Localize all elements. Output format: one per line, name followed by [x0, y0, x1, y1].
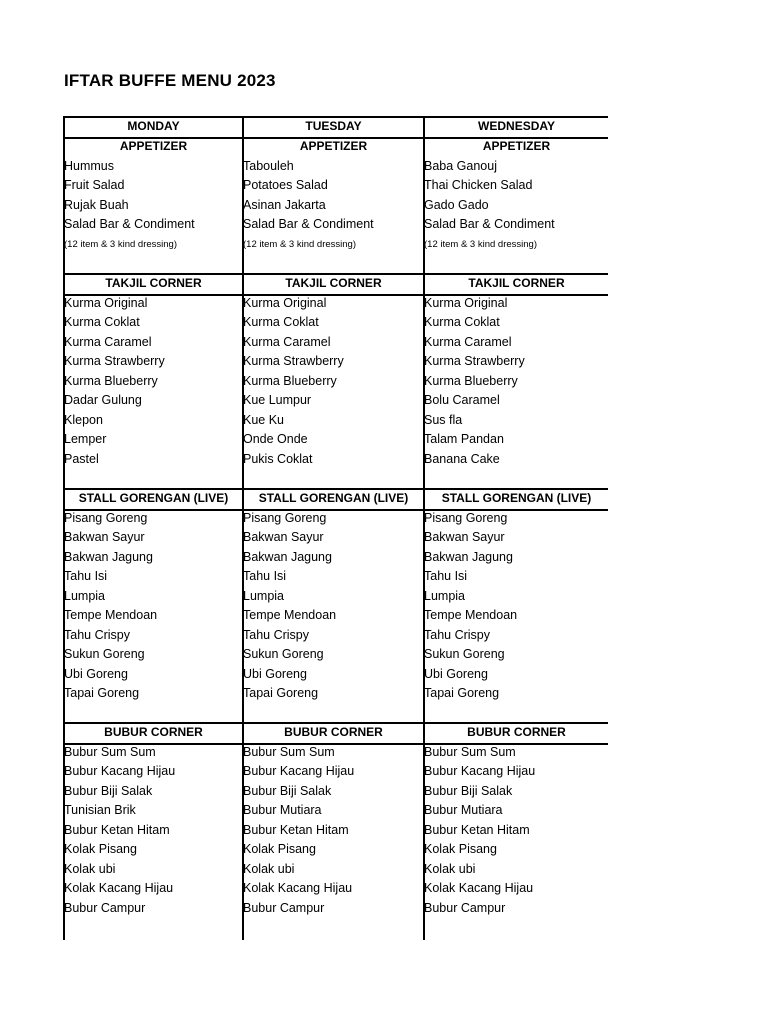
menu-item: Tahu Isi	[243, 569, 287, 584]
section-header: TAKJIL CORNER	[468, 276, 565, 290]
menu-item: Bakwan Jagung	[424, 549, 513, 564]
menu-item: Tempe Mendoan	[424, 608, 518, 623]
menu-item: Kolak Kacang Hijau	[424, 881, 534, 896]
menu-item: Kolak Kacang Hijau	[243, 881, 353, 896]
menu-item: Onde Onde	[243, 432, 308, 447]
menu-item: Pisang Goreng	[243, 511, 327, 525]
menu-item: Pisang Goreng	[424, 511, 508, 525]
section-header: STALL GORENGAN (LIVE)	[258, 491, 409, 505]
section-note: (12 item & 3 kind dressing)	[243, 238, 356, 250]
menu-item: Bubur Ketan Hitam	[424, 822, 530, 837]
menu-item: Kolak Pisang	[243, 842, 316, 857]
menu-item: Klepon	[64, 412, 103, 427]
menu-item: Asinan Jakarta	[243, 197, 326, 212]
menu-item: Lumpia	[424, 588, 465, 603]
section-header: BUBUR CORNER	[104, 725, 203, 739]
menu-item: Kurma Caramel	[424, 334, 512, 349]
section-divider-bubur	[63, 722, 608, 724]
menu-item: Lumpia	[64, 588, 105, 603]
menu-item: Kolak Kacang Hijau	[64, 881, 174, 896]
section-header: APPETIZER	[482, 139, 551, 153]
menu-item: Bubur Sum Sum	[424, 745, 516, 759]
menu-item: Ubi Goreng	[64, 666, 128, 681]
section-header: BUBUR CORNER	[467, 725, 566, 739]
menu-item: Salad Bar & Condiment	[64, 217, 195, 232]
section-header: TAKJIL CORNER	[285, 276, 382, 290]
section-header: APPETIZER	[299, 139, 368, 153]
menu-item: Kurma Caramel	[243, 334, 331, 349]
menu-item: Pastel	[64, 451, 99, 466]
menu-item: Hummus	[64, 159, 115, 173]
menu-item: Kolak Pisang	[424, 842, 497, 857]
menu-item: Bubur Campur	[424, 900, 506, 915]
menu-item: Banana Cake	[424, 451, 500, 466]
menu-item: Tunisian Brik	[64, 803, 136, 818]
menu-item: Bakwan Sayur	[243, 530, 324, 545]
menu-item: Kue Ku	[243, 412, 285, 427]
menu-item: Tahu Crispy	[424, 627, 490, 642]
menu-item: Bubur Kacang Hijau	[64, 764, 176, 779]
section-note: (12 item & 3 kind dressing)	[424, 238, 537, 250]
menu-item: Bubur Mutiara	[243, 803, 322, 818]
menu-item: Kue Lumpur	[243, 393, 312, 408]
menu-item: Sukun Goreng	[64, 647, 145, 662]
section-divider-gorengan	[63, 488, 608, 490]
menu-item: Bubur Sum Sum	[243, 745, 335, 759]
menu-item: Kolak ubi	[64, 861, 116, 876]
section-divider-takjil	[63, 273, 608, 275]
menu-item: Bubur Ketan Hitam	[243, 822, 349, 837]
menu-item: Salad Bar & Condiment	[424, 217, 555, 232]
menu-item: Sukun Goreng	[424, 647, 505, 662]
menu-item: Bubur Campur	[243, 900, 325, 915]
menu-item: Gado Gado	[424, 197, 489, 212]
menu-item: Lumpia	[243, 588, 284, 603]
menu-item: Tempe Mendoan	[64, 608, 158, 623]
menu-item: Tapai Goreng	[424, 686, 500, 701]
menu-item: Bakwan Sayur	[64, 530, 145, 545]
menu-item: Tahu Isi	[424, 569, 468, 584]
menu-item: Tahu Isi	[64, 569, 108, 584]
menu-item: Sus fla	[424, 412, 463, 427]
menu-item: Lemper	[64, 432, 107, 447]
menu-item: Kolak ubi	[243, 861, 295, 876]
menu-item: Bubur Mutiara	[424, 803, 503, 818]
menu-item: Kurma Coklat	[64, 315, 140, 330]
menu-item: Tabouleh	[243, 159, 294, 173]
menu-item: Tahu Crispy	[243, 627, 309, 642]
menu-item: Bubur Sum Sum	[64, 745, 156, 759]
menu-item: Kurma Original	[64, 296, 148, 310]
menu-item: Bubur Biji Salak	[64, 783, 153, 798]
menu-item: Kurma Coklat	[424, 315, 500, 330]
menu-item: Pisang Goreng	[64, 511, 148, 525]
menu-item: Kurma Blueberry	[243, 373, 337, 388]
menu-item: Dadar Gulung	[64, 393, 142, 408]
menu-item: Kurma Original	[243, 296, 327, 310]
menu-item: Tapai Goreng	[64, 686, 140, 701]
menu-item: Kurma Original	[424, 296, 508, 310]
section-header: TAKJIL CORNER	[105, 276, 202, 290]
menu-item: Bubur Biji Salak	[243, 783, 332, 798]
section-header: STALL GORENGAN (LIVE)	[78, 491, 229, 505]
menu-item: Rujak Buah	[64, 197, 129, 212]
table-top-border	[63, 116, 608, 118]
menu-item: Bakwan Sayur	[424, 530, 505, 545]
section-note: (12 item & 3 kind dressing)	[64, 238, 177, 250]
menu-item: Kurma Strawberry	[243, 354, 344, 369]
menu-item: Kurma Blueberry	[64, 373, 158, 388]
menu-item: Sukun Goreng	[243, 647, 324, 662]
menu-item: Kolak ubi	[424, 861, 476, 876]
menu-item: Kurma Strawberry	[64, 354, 165, 369]
menu-item: Salad Bar & Condiment	[243, 217, 374, 232]
menu-item: Baba Ganouj	[424, 159, 497, 173]
menu-item: Potatoes Salad	[243, 178, 328, 193]
menu-item: Kolak Pisang	[64, 842, 137, 857]
menu-item: Ubi Goreng	[424, 666, 488, 681]
menu-item: Bolu Caramel	[424, 393, 500, 408]
menu-item: Kurma Coklat	[243, 315, 319, 330]
day-header-wednesday: WEDNESDAY	[478, 119, 555, 133]
section-header: BUBUR CORNER	[284, 725, 383, 739]
menu-item: Bubur Kacang Hijau	[424, 764, 536, 779]
menu-item: Pukis Coklat	[243, 451, 313, 466]
menu-item: Bubur Ketan Hitam	[64, 822, 170, 837]
menu-item: Tahu Crispy	[64, 627, 130, 642]
section-header: STALL GORENGAN (LIVE)	[441, 491, 592, 505]
menu-item: Bubur Kacang Hijau	[243, 764, 355, 779]
menu-item: Tempe Mendoan	[243, 608, 337, 623]
menu-item: Kurma Caramel	[64, 334, 152, 349]
menu-item: Ubi Goreng	[243, 666, 307, 681]
menu-item: Bakwan Jagung	[64, 549, 153, 564]
menu-item: Bubur Biji Salak	[424, 783, 513, 798]
menu-item: Kurma Strawberry	[424, 354, 525, 369]
menu-item: Tapai Goreng	[243, 686, 319, 701]
menu-item: Kurma Blueberry	[424, 373, 518, 388]
menu-item: Fruit Salad	[64, 178, 125, 193]
menu-item: Talam Pandan	[424, 432, 504, 447]
menu-item: Bakwan Jagung	[243, 549, 332, 564]
menu-item: Bubur Campur	[64, 900, 146, 915]
menu-item: Thai Chicken Salad	[424, 178, 533, 193]
section-header: APPETIZER	[119, 139, 188, 153]
day-header-monday: MONDAY	[127, 119, 180, 133]
page-title: IFTAR BUFFE MENU 2023	[64, 71, 276, 90]
day-header-tuesday: TUESDAY	[305, 119, 362, 133]
